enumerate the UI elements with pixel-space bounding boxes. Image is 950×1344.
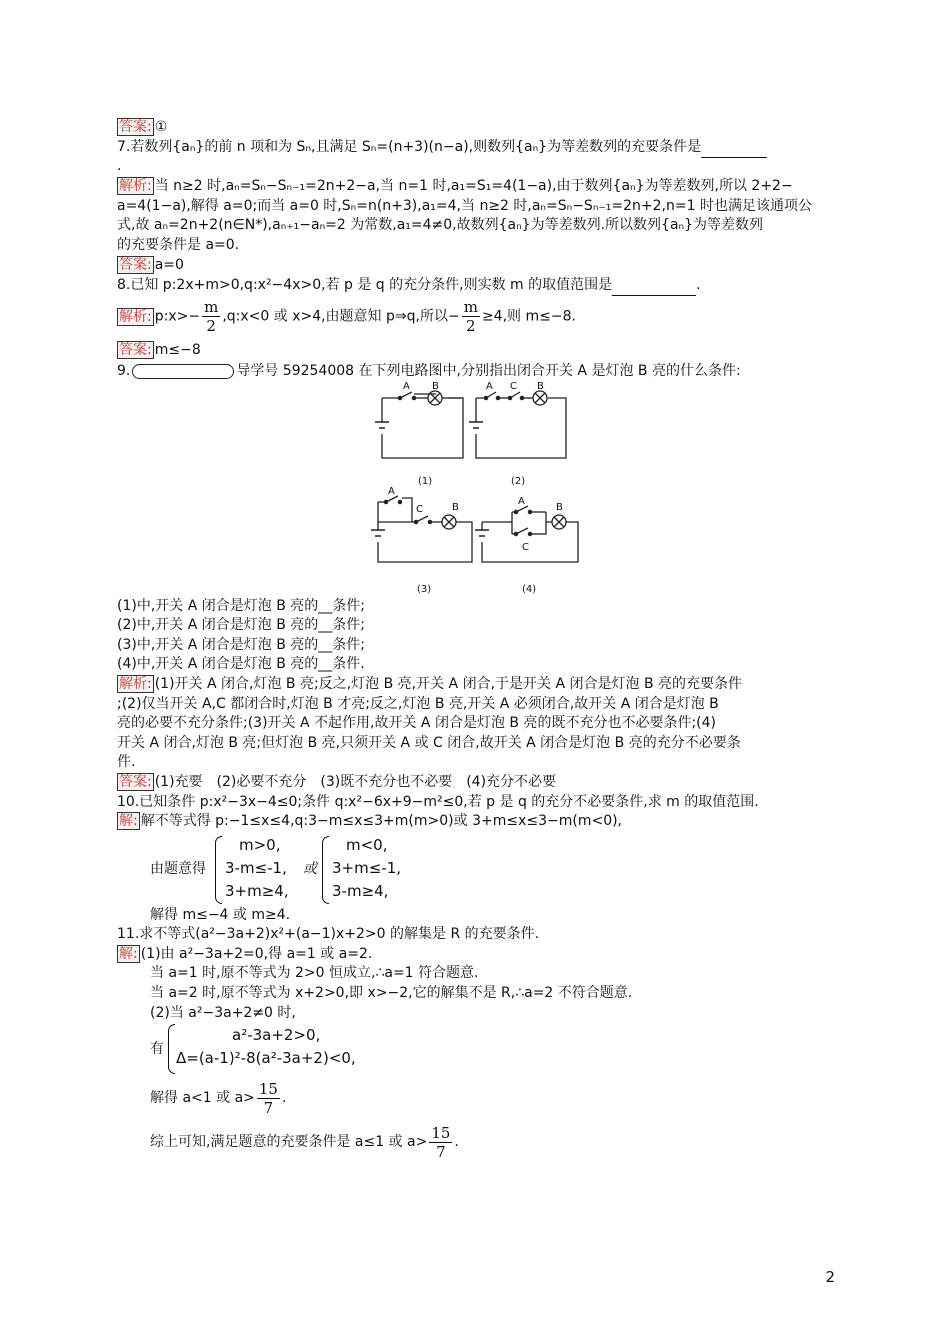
figure-label-4: (4) [522,584,537,595]
q9-sub: (2)中,开关 A 闭合是灯泡 B 亮的__条件; [117,617,365,633]
q9-sub: (3)中,开关 A 闭合是灯泡 B 亮的__条件; [117,637,365,653]
question-number: 11. [117,926,140,942]
circuit-1 [375,391,463,458]
lamp-label-b: B [432,382,439,392]
switch-label-a: A [388,486,395,497]
analysis-text: (1)开关 A 闭合,灯泡 B 亮;反之,灯泡 B 亮,开关 A 闭合,于是开关 A 闭合是灯泡 B 亮的充要条件 [154,676,743,692]
question-number: 10. [117,794,140,810]
q8-analysis-line [117,298,576,335]
system-row: Δ=(a-1)²-8(a²-3a+2)<0, [176,1049,356,1067]
circuit-4 [475,506,578,562]
guide-badge [132,364,234,379]
answer-label: 答案: [119,257,152,273]
analysis-text: 亮的必要不充分条件;(3)开关 A 不起作用,故开关 A 闭合是灯泡 B 亮的既不充分也不必要条件;(4) [117,715,717,731]
result-text: . [281,1090,287,1106]
figure-label-3: (3) [417,584,432,595]
solution-text: (2)当 a²−3a+2≠0 时, [150,1005,296,1021]
q9-analysis-line [117,675,742,694]
lamp-label-b: B [556,502,563,513]
fraction-numerator: m [204,298,219,316]
fraction [462,298,480,335]
solution-text: 解不等式得 p:−1≤x≤4,q:3−m≤x≤3+m(m>0)或 3+m≤x≤3−m(m<0), [140,813,623,829]
fraction [202,298,220,335]
question-text: 导学号 59254008 在下列电路图中,分别指出闭合开关 A 是灯泡 B 亮的什么条件: [236,363,741,379]
left-brace [322,836,329,904]
answer-label: 答案: [119,342,152,358]
solution-text: (1)由 a²−3a+2=0,得 a=1 或 a=2. [140,946,373,962]
switch-label-c: C [510,382,517,392]
switch-label-a: A [403,382,410,392]
or-text: 或 [303,861,317,877]
q10-system-2 [332,834,401,903]
lamp-label-b: B [537,382,544,392]
q10-intro: 由题意得 [150,861,206,877]
fraction [429,1124,452,1161]
analysis-text: ,q:x<0 或 x>4,由题意知 p⇒q,所以− [222,308,460,325]
q10-result: 解得 m≤−4 或 m≥4. [150,907,291,923]
answer-label: 答案: [119,119,152,135]
question-number: 8. [117,277,131,293]
fraction-denominator: 7 [263,1098,274,1117]
question-text: 已知 p:2x+m>0,q:x²−4x>0,若 p 是 q 的充分条件,则实数 m 的取值范围是 [130,277,613,293]
solution-text: 当 a=1 时,原不等式为 2>0 恒成立,∴a=1 符合题意. [150,965,479,981]
figure-label-2: (2) [511,476,526,487]
q7-analysis-line [117,177,793,196]
fraction-numerator: 15 [258,1079,278,1098]
result-text: 解得 a<1 或 a> [150,1090,255,1106]
analysis-label: 解析: [119,308,152,325]
analysis-text: 开关 A 闭合,灯泡 B 亮;但灯泡 B 亮,只须开关 A 或 C 闭合,故开关 A 闭合是灯泡 B 亮的充分不必要条 [117,735,741,751]
analysis-text: 的充要条件是 a=0. [117,237,240,253]
page-number: 2 [825,1268,835,1286]
q11-system [176,1024,356,1070]
q8-question [117,276,701,296]
fraction [257,1080,280,1117]
conclusion-text: . [454,1134,459,1150]
answer-blank [612,276,696,296]
switch-label-c: C [522,542,529,553]
q9-question [117,362,741,381]
q9-answer: (1)充要 (2)必要不充分 (3)既不充分也不必要 (4)充分不必要 [154,774,557,790]
q11-result [150,1078,286,1118]
solution-label: 解: [119,813,138,829]
fraction-denominator: 2 [466,317,476,335]
system-row: 3-m≥4, [332,882,389,900]
question-text: 已知条件 p:x²−3x−4≤0;条件 q:x²−6x+9−m²≤0,若 p 是 q 的充分不必要条件,求 m 的取值范围. [139,794,759,810]
fraction-denominator: 7 [436,1142,446,1161]
q7-question [117,138,767,158]
analysis-text: 当 n≥2 时,aₙ=Sₙ−Sₙ₋₁=2n+2−a,当 n=1 时,a₁=S₁=4(1−a),由于数列{aₙ}为等差数列,所以 2+2− [154,178,793,194]
fraction-denominator: 2 [206,317,216,335]
q11-conclusion [150,1122,459,1162]
q10-system-1 [225,834,289,903]
analysis-text: p:x>− [154,308,201,325]
lamp-label-b: B [452,502,459,513]
left-brace [168,1024,175,1074]
conclusion-text: 综上可知,满足题意的充要条件是 a≤1 或 a> [150,1134,428,1150]
fraction-numerator: 15 [431,1123,451,1142]
analysis-label: 解析: [119,178,152,194]
q11-solution-line [117,945,372,964]
solution-label: 解: [119,946,138,962]
q7-answer: a=0 [154,257,184,273]
answer-label: 答案: [119,774,152,790]
analysis-label: 解析: [119,676,152,692]
system-row: a²-3a+2>0, [232,1026,321,1044]
system-row: m>0, [239,836,281,854]
system-row: 3-m≤-1, [225,859,287,877]
answer-blank [701,138,767,158]
q6-answer: ① [154,119,168,135]
q11-you: 有 [150,1041,164,1057]
analysis-text: a=4(1−a),解得 a=0;而当 a=0 时,Sₙ=n(n+3),a₁=4,当 n≥2 时,aₙ=Sₙ−Sₙ₋₁=2n+2,n=1 时也满足该通项公 [117,198,812,214]
question-tail: . [696,277,701,293]
q11-question [117,925,539,944]
switch-label-a: A [486,382,493,392]
q10-solution-line [117,812,622,831]
system-row: m<0, [346,836,388,854]
system-row: 3+m≥4, [225,882,289,900]
q8-answer-line [117,341,201,360]
q6-answer-line [117,118,167,137]
q9-answer-line [117,773,556,792]
q10-question [117,793,759,812]
question-number: 9. [117,363,131,379]
q7-tail: . [117,158,122,174]
system-row: 3+m≤-1, [332,859,402,877]
q9-sub: (1)中,开关 A 闭合是灯泡 B 亮的__条件; [117,598,365,614]
circuit-diagrams [370,382,590,600]
solution-text: 当 a=2 时,原不等式为 x+2>0,即 x>−2,它的解集不是 R,∴a=2 不符合题意. [150,985,633,1001]
question-text: 求不等式(a²−3a+2)x²+(a−1)x+2>0 的解集是 R 的充要条件. [139,926,540,942]
left-brace [215,836,222,904]
figure-label-1: (1) [418,476,433,487]
analysis-text: 件. [117,754,136,770]
q9-sub: (4)中,开关 A 闭合是灯泡 B 亮的__条件. [117,656,365,672]
switch-label-c: C [416,504,423,515]
circuit-2 [469,391,566,458]
question-number: 7. [117,139,131,155]
fraction-numerator: m [463,298,478,316]
switch-label-a: A [518,496,525,507]
analysis-text: 式,故 aₙ=2n+2(n∈N*),aₙ₊₁−aₙ=2 为常数,a₁=4≠0,故数列{aₙ}为等差数列.所以数列{aₙ}为等差数列 [117,217,764,233]
q8-answer: m≤−8 [154,342,201,358]
question-text: 若数列{aₙ}的前 n 项和为 Sₙ,且满足 Sₙ=(n+3)(n−a),则数列{aₙ}为等差数列的充要条件是 [130,139,702,155]
q7-answer-line [117,256,184,275]
analysis-text: ;(2)仅当开关 A,C 都闭合时,灯泡 B 才亮;反之,灯泡 B 亮,开关 A 必须闭合,故开关 A 闭合是灯泡 B [117,696,719,712]
analysis-text: ≥4,则 m≤−8. [481,308,576,325]
